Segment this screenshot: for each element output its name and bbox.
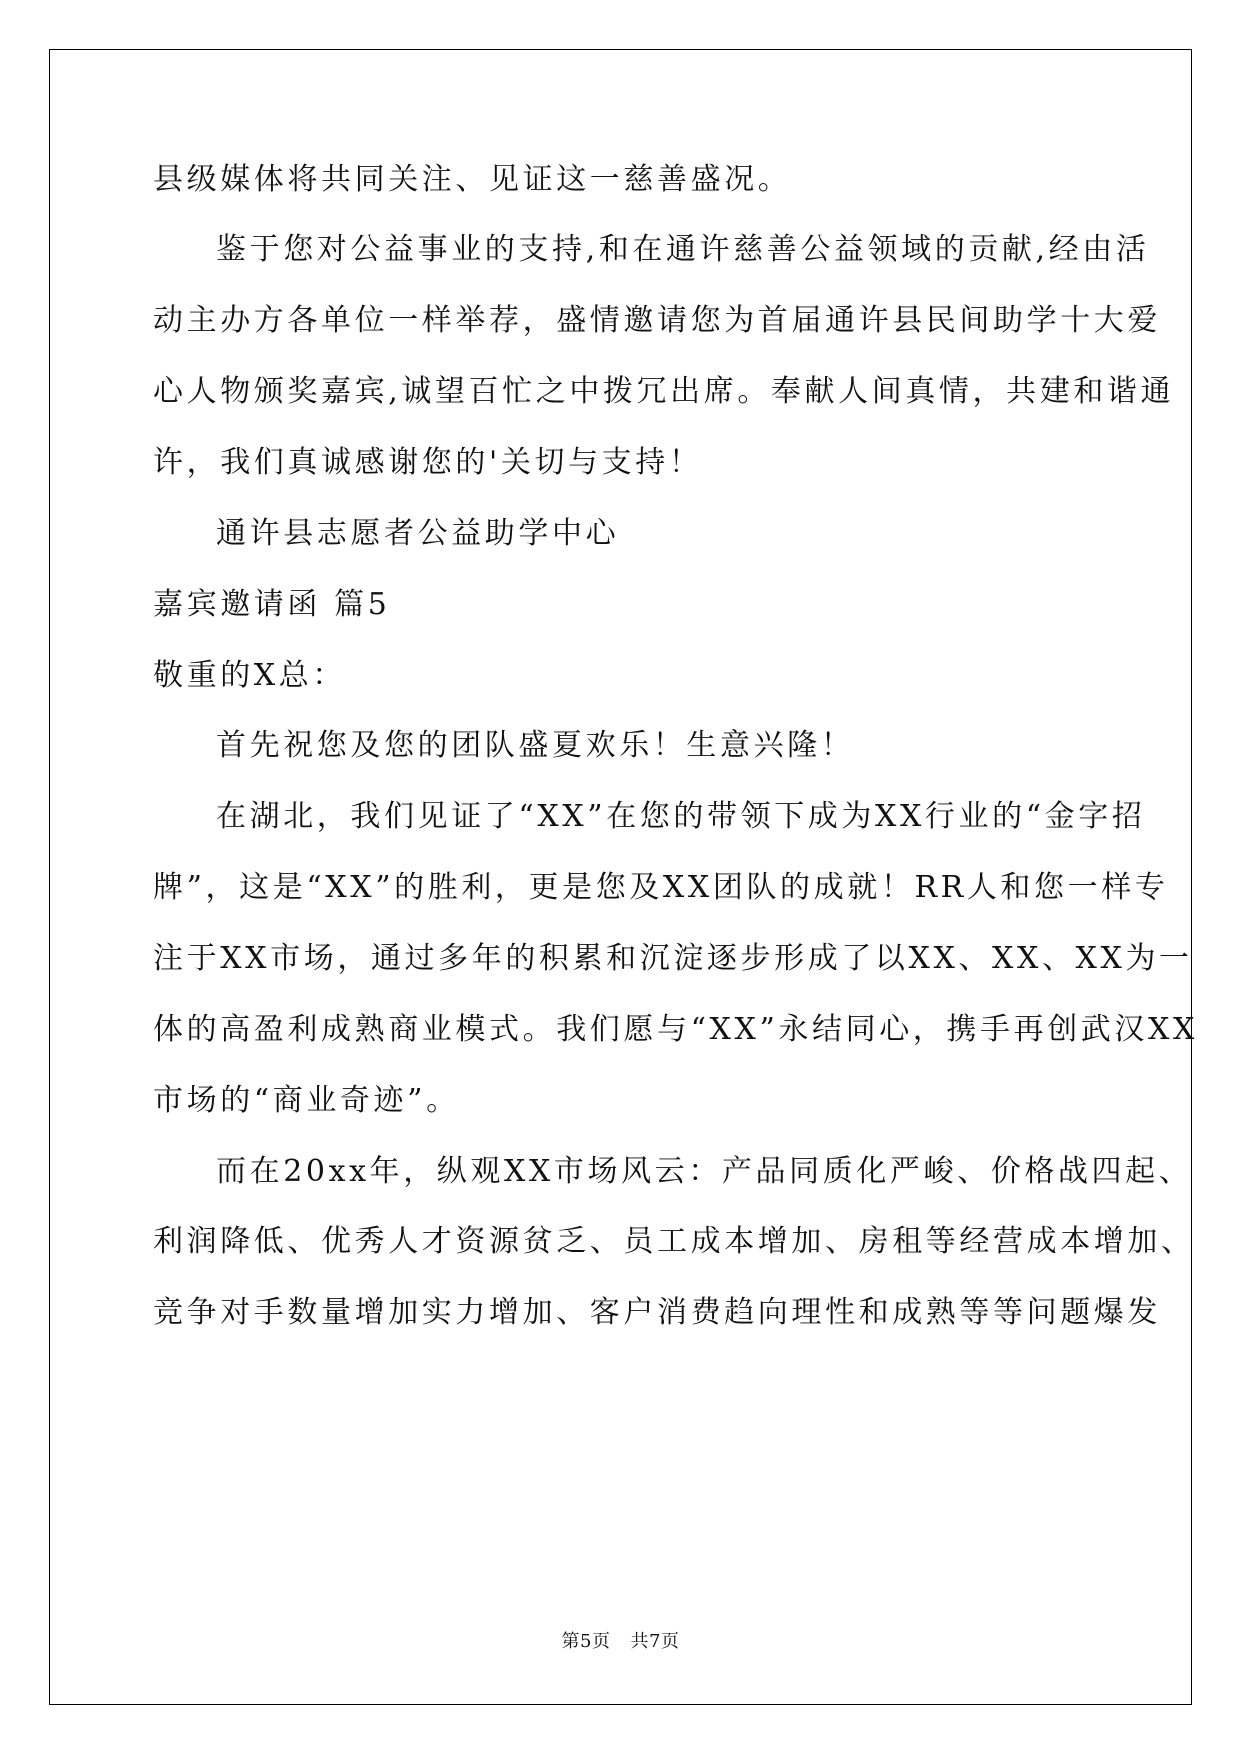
text-line-2: 鉴于您对公益事业的支持,和在通许慈善公益领域的贡献,经由活 — [216, 232, 1150, 267]
salutation: 敬重的X总： — [153, 658, 346, 693]
text-line-17: 竞争对手数量增加实力增加、客户消费趋向理性和成熟等等问题爆发 — [153, 1295, 1161, 1330]
text-line-16: 利润降低、优秀人才资源贫乏、员工成本增加、房租等经营成本增加、 — [153, 1224, 1195, 1259]
section-heading: 嘉宾邀请函 篇5 — [153, 587, 391, 622]
page-footer — [0, 1630, 1241, 1654]
text-line-15: 而在20xx年，纵观XX市场风云：产品同质化严峻、价格战四起、 — [216, 1154, 1193, 1189]
signature-organization: 通许县志愿者公益助学中心 — [216, 516, 620, 551]
text-line-14: 市场的“商业奇迹”。 — [153, 1083, 460, 1118]
text-line-13: 体的高盈利成熟商业模式。我们愿与“XX”永结同心，携手再创武汉XX — [153, 1012, 1198, 1047]
text-line-3: 动主办方各单位一样举荐，盛情邀请您为首届通许县民间助学十大爱 — [153, 303, 1161, 338]
current-page-label: 第5页 — [561, 1631, 611, 1652]
text-line-10: 在湖北，我们见证了“XX”在您的带领下成为XX行业的“金字招 — [216, 799, 1146, 834]
text-line-12: 注于XX市场，通过多年的积累和沉淀逐步形成了以XX、XX、XX为一 — [153, 941, 1193, 976]
total-pages-label: 共7页 — [630, 1631, 680, 1652]
text-line-5: 许，我们真诚感谢您的'关切与支持！ — [153, 445, 703, 480]
text-line-1: 县级媒体将共同关注、见证这一慈善盛况。 — [153, 162, 792, 197]
text-line-4: 心人物颁奖嘉宾,诚望百忙之中拨冗出席。奉献人间真情，共建和谐通 — [153, 374, 1175, 409]
text-line-11: 牌”，这是“XX”的胜利，更是您及XX团队的成就！RR人和您一样专 — [153, 870, 1169, 905]
text-line-9: 首先祝您及您的团队盛夏欢乐！生意兴隆！ — [216, 728, 855, 763]
